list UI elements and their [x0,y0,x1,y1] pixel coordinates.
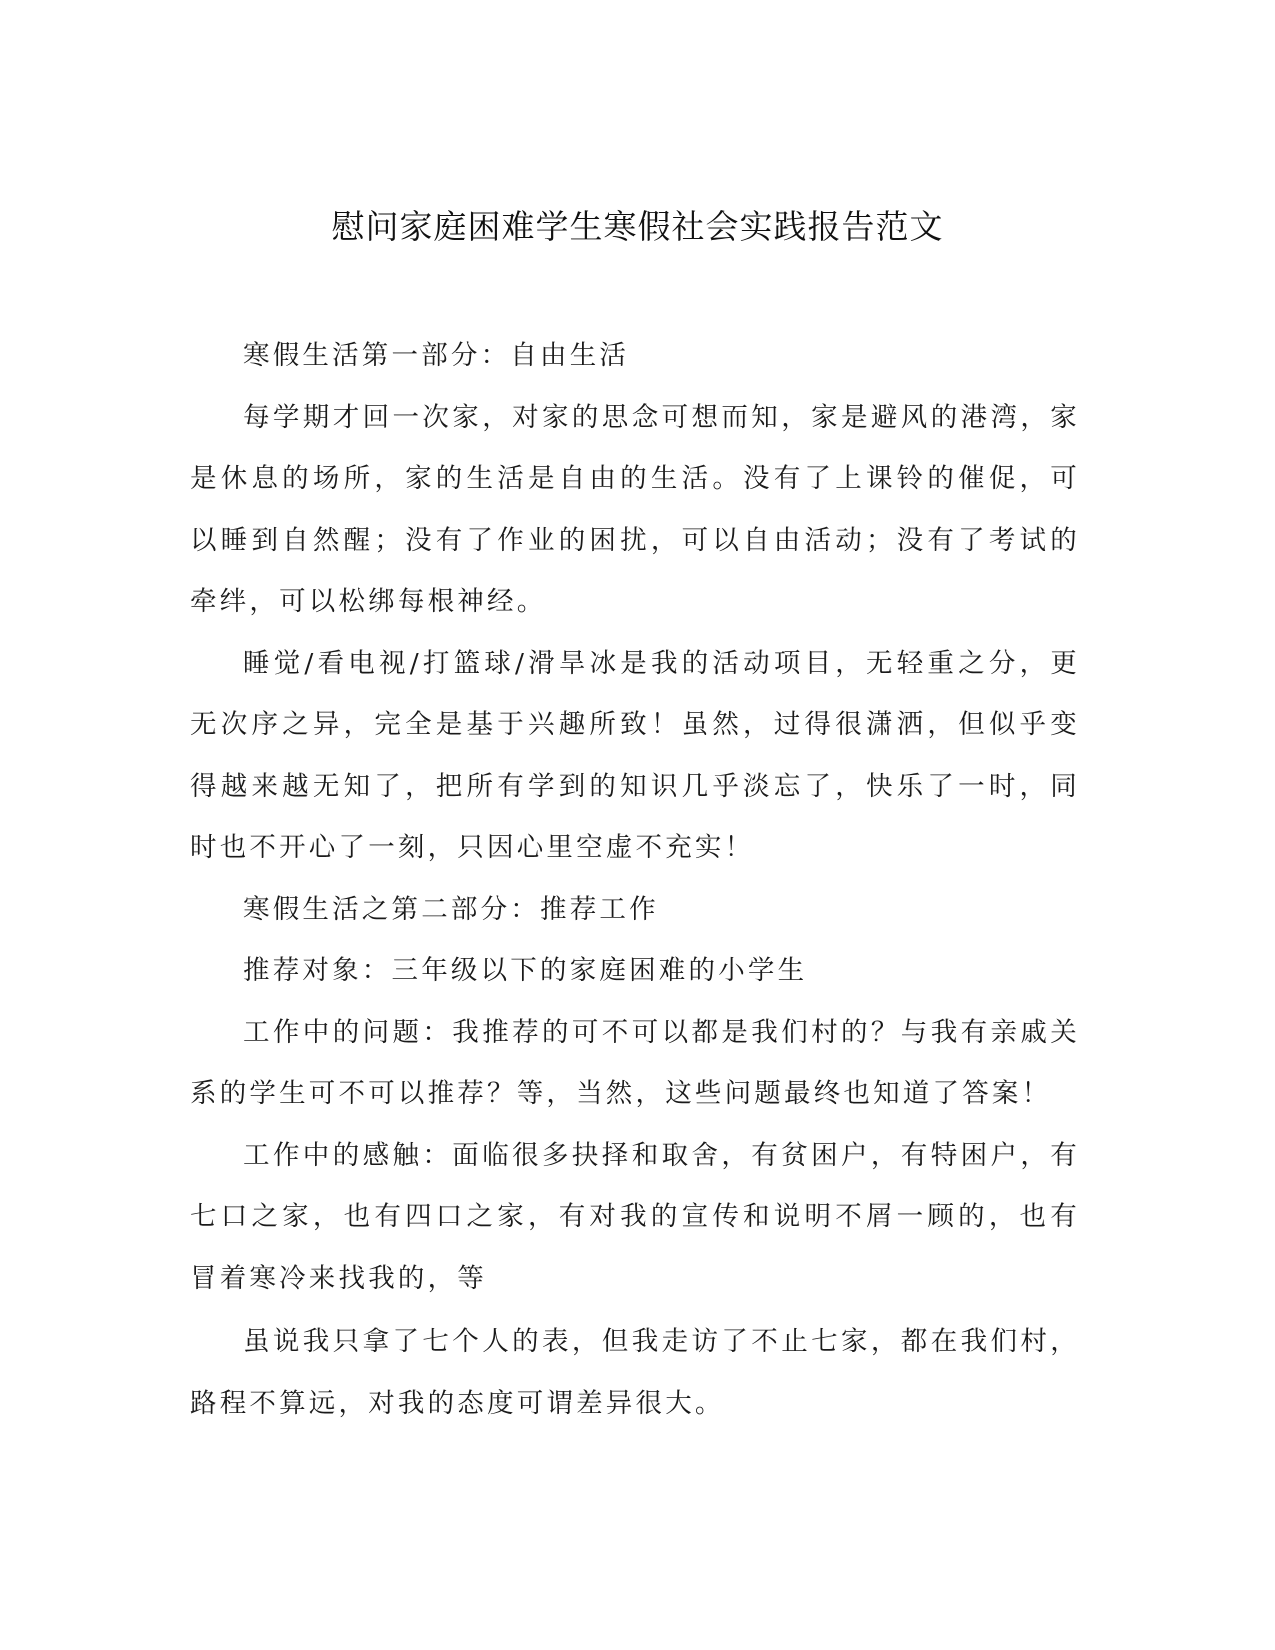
paragraph-visits: 虽说我只拿了七个人的表，但我走访了不止七家，都在我们村，路程不算远，对我的态度可谓差异很大。 [190,1326,1080,1419]
section-heading-free-life: 寒假生活第一部分：自由生活 [243,340,630,371]
paragraph-work-feelings: 工作中的感触：面临很多抉择和取舍，有贫困户，有特困户，有七口之家，也有四口之家，有对我的宣传和说明不屑一顾的，也有冒着寒冷来找我的，等 [190,1139,1080,1294]
section-heading-recommendation: 寒假生活之第二部分：推荐工作 [243,893,659,925]
paragraph-work-questions: 工作中的问题：我推荐的可不可以都是我们村的？与我有亲戚关系的学生可不可以推荐？等，当然，这些问题最终也知道了答案！ [190,1016,1080,1109]
document-body [190,325,1080,1434]
paragraph-recommendation-target: 推荐对象：三年级以下的家庭困难的小学生 [243,955,808,986]
paragraph-home-life: 每学期才回一次家，对家的思念可想而知，家是避风的港湾，家是休息的场所，家的生活是自由的生活。没有了上课铃的催促，可以睡到自然醒；没有了作业的困扰，可以自由活动；没有了考试的牵绊，可以松绑每根神经。 [190,401,1080,617]
document-title: 慰问家庭困难学生寒假社会实践报告范文 [331,207,944,246]
paragraph-activities: 睡觉/看电视/打篮球/滑旱冰是我的活动项目，无轻重之分，更无次序之异，完全是基于兴趣所致！虽然，过得很潇洒，但似乎变得越来越无知了，把所有学到的知识几乎淡忘了，快乐了一时，同时也不开心了一刻，只因心里空虚不充实！ [190,647,1080,863]
